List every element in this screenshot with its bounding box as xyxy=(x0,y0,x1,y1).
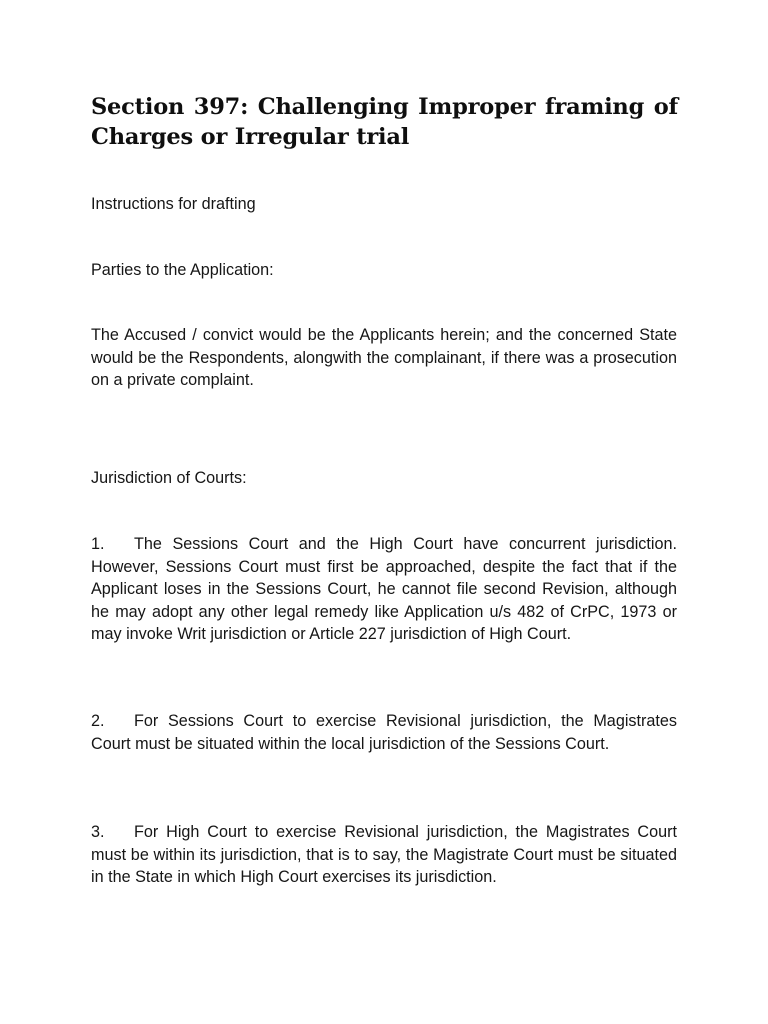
jurisdiction-point-2 xyxy=(91,710,677,755)
parties-heading: Parties to the Application: xyxy=(91,261,274,279)
point-number: 2. xyxy=(91,712,105,730)
point-number: 3. xyxy=(91,823,105,841)
jurisdiction-heading: Jurisdiction of Courts: xyxy=(91,469,247,487)
parties-paragraph: The Accused / convict would be the Applicants herein; and the concerned State would be the Respondents, alongwith the complainant, if there was a prosecution on a private complaint. xyxy=(91,326,677,389)
instructions-heading: Instructions for drafting xyxy=(91,195,256,213)
point-text: For High Court to exercise Revisional jurisdiction, the Magistrates Court must be within its jurisdiction, that is to say, the Magistrate Court must be situated in the State in which High Court exercises its jurisdiction. xyxy=(91,823,677,886)
document-title: Section 397: Challenging Improper framing of Charges or Irregular trial xyxy=(91,94,678,150)
point-text: The Sessions Court and the High Court have concurrent jurisdiction. However, Sessions Court must first be approached, despite the fact that if the Applicant loses in the Sessions Court, he cannot file second Revision, although he may adopt any other legal remedy like Application u/s 482 of CrPC, 1973 or may invoke Writ jurisdiction or Article 227 jurisdiction of High Court. xyxy=(91,535,677,643)
jurisdiction-point-1 xyxy=(91,533,677,646)
point-number: 1. xyxy=(91,535,105,553)
point-text: For Sessions Court to exercise Revisional jurisdiction, the Magistrates Court must be situated within the local jurisdiction of the Sessions Court. xyxy=(91,712,677,753)
jurisdiction-point-3 xyxy=(91,821,677,889)
